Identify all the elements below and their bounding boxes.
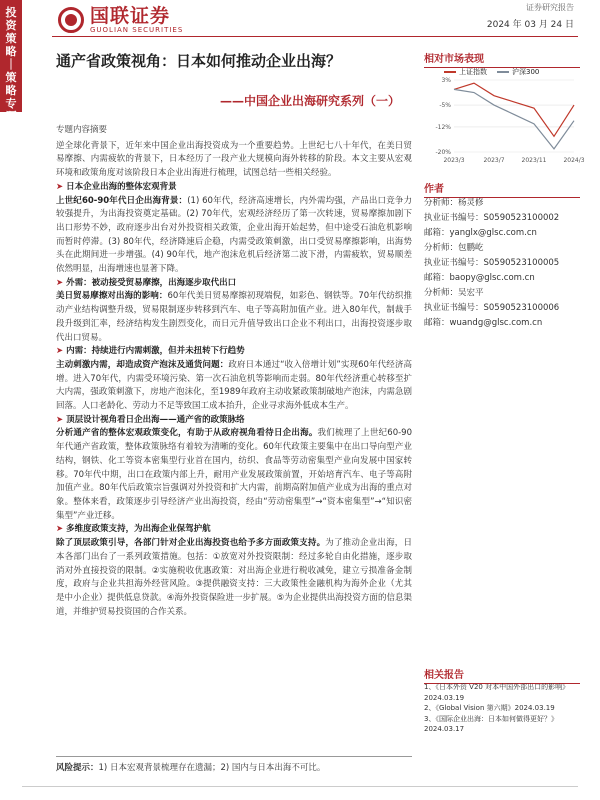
abstract-label: 专题内容摘要 (56, 125, 108, 135)
legend-item: 沪深300 (497, 67, 539, 77)
y-tick-label: -12% (435, 123, 451, 131)
page-title: 通产省政策视角：日本如何推动企业出海？ (56, 52, 342, 70)
authors-title: 作者 (424, 180, 580, 198)
risk-label: 风险提示： (56, 763, 99, 773)
logo (58, 6, 183, 34)
related-report[interactable]: 2、《Global Vision 第六期》2024.03.19 (424, 704, 555, 712)
header-divider (52, 36, 578, 37)
section-heading: ➤ 多维度政策支持，为出海企业保驾护航 (56, 524, 211, 535)
market-title: 相对市场表现 (424, 50, 580, 68)
market-chart (424, 64, 585, 170)
arrow-icon: ➤ (56, 414, 67, 425)
author-license: 执业证书编号：S0590523100006 (424, 303, 560, 313)
chart-legend (444, 67, 539, 77)
author-name: 分析师：杨灵修 (424, 198, 484, 208)
x-tick-label: 2023/3 (443, 157, 465, 164)
related-list (424, 682, 580, 735)
related-report[interactable]: 1、《日本外资 V20 对本中国外部出口的影响》2024.03.19 (424, 683, 570, 702)
chart-svg (424, 64, 585, 170)
legend-item: 上证指数 (444, 67, 487, 77)
author-name: 分析师：包鹏屹 (424, 243, 484, 253)
x-tick-label: 2023/11 (521, 157, 547, 164)
author-email: 邮箱：yanglx@glsc.com.cn (424, 228, 537, 238)
abstract-intro: 逆全球化背景下，近年来中国企业出海投资成为一个重要趋势。上世纪七八十年代，在美日贸易摩擦、内需疲软的背景下，日本经历了一段产业大规模向海外转移的阶段。本文主要从宏观环境和政策角度对该阶段日本企业出海进行梳理，试图总结一些相关经验。 (56, 140, 412, 179)
section-paragraph: 美日贸易摩擦对出海的影响：60年代美日贸易摩擦初现端倪，如彩色、钢铁等。70年代纺织推动产业结构调整升级，贸易限制逐步转移到汽车、电子等高附加值产业。进入80年代，制裁手段升级到汇率，经济结构发生剧烈变化，而日元升值导致出口企业不利出口，出海投资逐步取代出口贸易。 (56, 291, 412, 343)
related-report[interactable]: 3、《国际企业出海：日本如何做得更好？》2024.03.17 (424, 714, 558, 733)
sidebar-label: 投资策略｜策略专题 (0, 0, 22, 112)
section-paragraph: 分析通产省的整体宏观政策变化，有助于从政府视角看待日企出海。我们梳理了上世纪60-90年代通产省政策，整体政策脉络有着较为清晰的变化。60年代政策主要集中在出口导向型产业结构，钢铁、化工等资本密集型行业首在国内，纺织、食品等劳动密集型产业向发展中国家转移。70年代中期，出口在政策内部上升，耐用产业发展政策前置，开始培育汽车、电子等高附加值产业。80年代后政策宗旨强调对外投资和扩大内需，前期高附加值产业成为出海的重点对象。整体来看，政策逐步引导经济产业出海投资，经由“劳动密集型”→“资本密集型”→“知识密集型”产业迁移。 (56, 428, 412, 521)
arrow-icon: ➤ (56, 277, 67, 288)
author-license: 执业证书编号：S0590523100005 (424, 258, 560, 268)
x-tick-label: 2024/3 (563, 157, 585, 164)
brand-name: 国联证券 (90, 5, 171, 27)
risk-text: 1) 日本宏观背景梳理存在遗漏；2) 国内与日本出海不可比。 (98, 763, 326, 773)
author-license: 执业证书编号：S0590523100002 (424, 213, 560, 223)
risk-note (56, 756, 412, 773)
author-email: 邮箱：wuandg@glsc.com.cn (424, 318, 543, 328)
section-paragraph: 除了顶层政策引导，各部门针对企业出海投资也给予多方面政策支持。为了推动企业出海，日本各部门出台了一系列政策措施。包括：①放宽对外投资限制：经过多轮自由化措施，逐步取消对外直接投资的限制。②实施税收优惠政策：对出海企业进行税收减免，建立亏损准备金制度，政府与企业共担海外经营风险。③提供融资支持：三大政策性金融机构为海外企业（尤其是中小企业）提供低息贷款。④海外投资保险进一步扩展。⑤为企业提供出海投资方面的信息渠道，并维护贸易投资国的合作关系。 (56, 538, 412, 617)
y-tick-label: 3% (441, 77, 451, 84)
series-line-2 (454, 89, 574, 148)
section-paragraph: 主动刺激内需，却造成资产泡沫及通货问题：政府日本通过“收入倍增计划”实现60年代经济高增。进入70年代，内需受环境污染、第一次石油危机等影响而走弱。80年代经济重心转移至扩大内需，强政策刺激下，房地产泡沫化，至1989年政府主动收紧政策制破地产泡沫，内需急剧回落。人口老龄化、劳动力不足等致国工成本抬升，企业寻求海外低成本生产。 (56, 359, 412, 412)
section-paragraph: 上世纪60-90年代日企出海背景：(1) 60年代，经济高速增长，内外需均强，产品出口竞争力较强提升，为出海投资奠定基础。(2) 70年代，宏观经济经历了第一次转速，贸易摩擦加剧下出口形势不妙，政府逐步出台对外投资相关政策，企业出海开始起势，但中途受石油危机影响而暂时停滞。(3) 80年代，经济降速后企稳，内需受政策刺激，出口受贸易摩擦影响，出海势头在此期间进一步增强。(4) 90年代，地产泡沫危机后经济第二波下滑，内需疲软，贸易顺差依然明显，出海增速也显著下降。 (56, 195, 413, 275)
arrow-icon: ➤ (56, 524, 67, 535)
page-subtitle: ——中国企业出海研究系列（一） (219, 94, 400, 108)
section-heading: ➤ 顶层设计视角看日企出海——通产省的政策脉络 (56, 414, 245, 425)
report-type: 证券研究报告 (526, 3, 574, 12)
logo-mark-icon (58, 7, 84, 33)
arrow-icon: ➤ (56, 346, 67, 357)
authors-list (424, 196, 580, 331)
abstract (56, 124, 412, 619)
brand-name-en: GUOLIAN SECURITIES (90, 26, 184, 34)
author-name: 分析师：吴宏平 (424, 288, 484, 298)
series-line-1 (454, 83, 574, 136)
section-heading: ➤ 外需：被动接受贸易摩擦，出海逐步取代出口 (56, 277, 237, 288)
y-tick-label: -5% (439, 102, 451, 110)
report-date: 2024 年 03 月 24 日 (486, 20, 574, 30)
footer-divider (22, 786, 578, 787)
x-tick-label: 2023/7 (483, 157, 505, 164)
section-heading: ➤ 内需：持续进行内需刺激，但并未扭转下行趋势 (56, 346, 245, 357)
author-email: 邮箱：baopy@glsc.com.cn (424, 273, 535, 283)
arrow-icon: ➤ (56, 181, 67, 192)
related-title: 相关报告 (424, 666, 580, 684)
section-heading: ➤ 日本企业出海的整体宏观背景 (56, 181, 177, 192)
y-tick-label: -20% (435, 149, 451, 156)
